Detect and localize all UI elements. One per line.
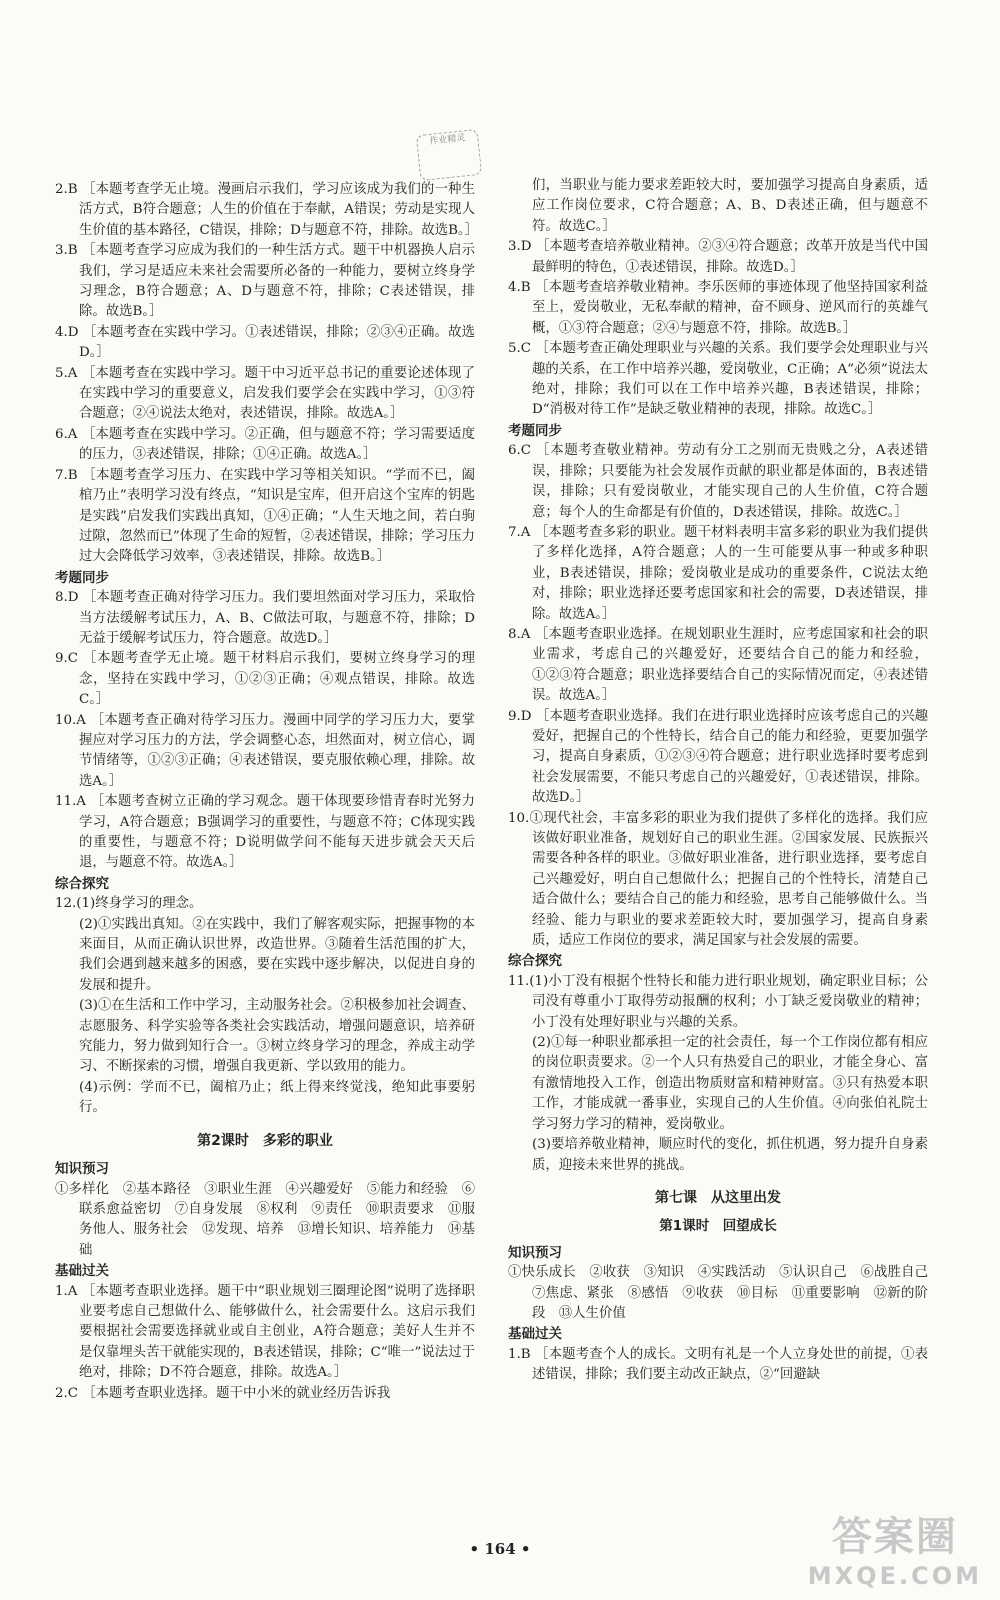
answer-item: 3.B ［本题考查学习应成为我们的一种生活方式。题干中机器换人启示我们，学习是适应未来社会需要所必备的一种能力，要树立终身学习理念，B符合题意；A、D与题意不符，排除；C表述错误，排除。故选B。］ [55, 243, 475, 320]
answer-item: 5.C ［本题考查正确处理职业与兴趣的关系。我们要学会处理职业与兴趣的关系，在工作中培养兴趣，爱岗敬业，C正确；A“必须”说法太绝对，排除；我们可以在工作中培养兴趣，B表述错误，排除；D“消极对待工作”是缺乏敬业精神的表现，排除。故选C。］ [508, 341, 928, 418]
answer-paragraph: (2)①实践出真知。②在实践中，我们了解客观实际，把握事物的本来面目，从而正确认识世界，改造世界。③随着生活范围的扩大，我们会遇到越来越多的困惑，要在实践中逐步解决，以促进自身的发展和提升。 [79, 916, 475, 993]
section-heading: 考题同步 [508, 422, 562, 439]
answer-paragraph: (2)①每一种职业都承担一定的社会责任，每一个工作岗位都有相应的岗位职责要求。②一个人只有热爱自己的职业，才能全身心、富有激情地投入工作，创造出物质财富和精神财富。③只有热爱本职工作，才能成就一番事业，实现自己的人生价值。④向张伯礼院士学习努力学习的精神，爱岗敬业。 [532, 1035, 928, 1132]
answer-item: 8.A ［本题考查职业选择。在规划职业生涯时，应考虑国家和社会的职业需求，考虑自己的兴趣爱好，还要结合自己的能力和经验，①②③符合题意；职业选择要结合自己的实际情况而定，④表述错误。故选A。］ [508, 626, 928, 704]
section-heading: 综合探究 [508, 953, 562, 970]
answer-item: 4.D ［本题考查在实践中学习。①表述错误，排除；②③④正确。故选D。］ [55, 324, 475, 361]
right-column [508, 176, 942, 1386]
section-heading: 基础过关 [55, 1263, 109, 1280]
watermark-en: MXQE.COM [807, 1562, 982, 1590]
answer-item: 11.(1)小丁没有根据个性特长和能力进行职业规划，确定职业目标；公司没有尊重小丁取得劳动报酬的权利；小丁缺乏爱岗敬业的精神；小丁没有处理好职业与兴趣的关系。 [508, 973, 928, 1030]
page-number: • 164 • [469, 1540, 531, 1558]
answer-item: 4.B ［本题考查培养敬业精神。李乐医师的事迹体现了他坚持国家利益至上，爱岗敬业，无私奉献的精神，奋不顾身、逆风而行的英雄气概，①③符合题意；②④与题意不符，排除。故选B。］ [508, 280, 928, 336]
answer-item: 2.C ［本题考查职业选择。题干中小米的就业经历告诉我 [55, 1385, 391, 1401]
section-heading: 知识预习 [55, 1161, 109, 1178]
answer-paragraph: (4)示例：学而不已，阖棺乃止；纸上得来终觉浅，绝知此事要躬行。 [79, 1079, 475, 1116]
answer-item: 12.(1)终身学习的理念。 [55, 896, 203, 912]
left-column [55, 180, 479, 1404]
answer-item: 1.A ［本题考查职业选择。题干中“职业规划三圈理论图”说明了选择职业要考虑自己想做什么、能够做什么，社会需要什么。这启示我们要根据社会需要选择就业或自主创业，A符合题意；美好人生并不是仅靠埋头苦干就能实现的，B表述错误，排除；C“唯一”说法过于绝对，排除；D不符合题意，排除。故选A。］ [55, 1283, 475, 1381]
answer-item: ①快乐成长 ②收获 ③知识 ④实践活动 ⑤认识自己 ⑥战胜自己 ⑦焦虑、紧张 ⑧感悟 ⑨收获 ⑩目标 ⑪重要影响 ⑫新的阶段 ⑬人生价值 [508, 1265, 942, 1321]
answer-item: 8.D ［本题考查正确对待学习压力。我们要坦然面对学习压力，采取恰当方法缓解考试压力，A、B、C做法可取，与题意不符，排除；D无益于缓解考试压力，符合题意。故选D。］ [55, 590, 475, 646]
section-heading: 考题同步 [55, 569, 109, 586]
watermark-cn: 答案圈 [831, 1514, 958, 1560]
lesson-subtitle: 第1课时 回望成长 [659, 1218, 777, 1235]
answer-item: 10.A ［本题考查正确对待学习压力。漫画中同学的学习压力大，要掌握应对学习压力的方法，学会调整心态，坦然面对，树立信心，调节情绪等，①②③正确；④表述错误，要克服依赖心理，排除。故选A。］ [55, 712, 475, 789]
lesson-title: 第2课时 多彩的职业 [197, 1132, 333, 1149]
answer-item: 3.D ［本题考查培养敬业精神。②③④符合题意；改革开放是当代中国最鲜明的特色，①表述错误，排除。故选D。］ [508, 239, 928, 275]
answer-item: 9.D ［本题考查职业选择。我们在进行职业选择时应该考虑自己的兴趣爱好，把握自己的个性特长，结合自己的能力和经验，更要加强学习，提高自身素质，①②③④符合题意；进行职业选择时要考虑到社会发展需要，不能只考虑自己的兴趣爱好，①表述错误，排除。故选D。］ [508, 708, 928, 806]
answer-item: 6.C ［本题考查敬业精神。劳动有分工之别而无贵贱之分，A表述错误，排除；只要能为社会发展作贡献的职业都是体面的，B表述错误，排除；只有爱岗敬业，才能实现自己的人生价值，C符合题意；每个人的生命都是有价值的，D表述错误，排除。故选C。］ [508, 443, 928, 520]
answer-item: 2.B ［本题考查学无止境。漫画启示我们，学习应该成为我们的一种生活方式，B符合题意；人生的价值在于奉献，A错误；劳动是实现人生价值的基本路径，C错误，排除；D与题意不符，排除。故选B。］ [55, 182, 479, 238]
answer-item: ①多样化 ②基本路径 ③职业生涯 ④兴趣爱好 ⑤能力和经验 ⑥联系愈益密切 ⑦自身发展 ⑧权利 ⑨责任 ⑩职责要求 ⑪服务他人、服务社会 ⑫发现、培养 ⑬增长知识、培养能力 ⑭基础 [55, 1181, 475, 1258]
section-heading: 综合探究 [55, 875, 109, 892]
answer-item: 7.A ［本题考查多彩的职业。题干材料表明丰富多彩的职业为我们提供了多样化选择，A符合题意；人的一生可能要从事一种或多种职业，B表述错误，排除；爱岗敬业是成功的重要条件，C说法太绝对，排除；职业选择还要考虑国家和社会的需要，D表述错误，排除。故选A。］ [508, 524, 928, 622]
section-heading: 知识预习 [508, 1244, 562, 1261]
answer-item: 9.C ［本题考查学无止境。题干材料启示我们，要树立终身学习的理念，坚持在实践中学习，①②③正确；④观点错误，排除。故选C。］ [55, 651, 475, 708]
answer-item: 1.B ［本题考查个人的成长。文明有礼是一个人立身处世的前提，①表述错误，排除；我们要主动改正缺点，②“回避缺 [508, 1346, 928, 1383]
answer-paragraph: 们，当职业与能力要求差距较大时，要加强学习提高自身素质，适应工作岗位要求，C符合题意；A、B、D表述正确，但与题意不符。故选C。］ [532, 178, 928, 234]
answer-item: 11.A ［本题考查树立正确的学习观念。题干体现要珍惜青春时光努力学习，A符合题意；B强调学习的重要性，与题意不符；C体现实践的重要性，与题意不符；D说明做学问不能每天进步就会天天后退，与题意不符。故选A。］ [55, 794, 475, 871]
answer-item: 7.B ［本题考查学习压力、在实践中学习等相关知识。“学而不已，阖棺乃止”表明学习没有终点，“知识是宝库，但开启这个宝库的钥匙是实践”启发我们实践出真知，①④正确；“人生天地之间，若白驹过隙，忽然而已”体现了生命的短暂，②表述错误，排除；学习压力过大会降低学习效率，③表述错误，排除。故选B。］ [55, 467, 475, 565]
answer-item: 10.①现代社会，丰富多彩的职业为我们提供了多样化的选择。我们应该做好职业准备，规划好自己的职业生涯。②国家发展、民族振兴需要各种各样的职业。③做好职业准备，进行职业选择，要考虑自己兴趣爱好，明白自己想做什么；把握自己的个性特长，清楚自己适合做什么；要结合自己的能力和经验，思考自己能够做什么。当经验、能力与职业的要求差距较大时，要加强学习，提高自身素质，适应工作岗位的要求，满足国家与社会发展的需要。 [508, 810, 928, 949]
stamp-text: 作业精灵 [428, 133, 466, 147]
stamp-mark [416, 129, 482, 181]
section-heading: 基础过关 [508, 1326, 562, 1343]
answer-item: 5.A ［本题考查在实践中学习。题干中习近平总书记的重要论述体现了在实践中学习的重要意义，启发我们要学会在实践中学习，①③符合题意；②④说法太绝对，表述错误，排除。故选A。］ [55, 365, 475, 422]
lesson-title: 第七课 从这里出发 [655, 1189, 781, 1206]
answer-paragraph: (3)①在生活和工作中学习，主动服务社会。②积极参加社会调查、志愿服务、科学实验等各类社会实践活动，增强问题意识，培养研究能力，努力做到知行合一。③树立终身学习的理念，养成主动学习、不断探索的习惯，增强自我更新、学以致用的能力。 [79, 998, 475, 1075]
watermark-logo [808, 1505, 982, 1590]
answer-paragraph: (3)要培养敬业精神，顺应时代的变化，抓住机遇，努力提升自身素质，迎接未来世界的挑战。 [532, 1137, 928, 1173]
answer-item: 6.A ［本题考查在实践中学习。②正确，但与题意不符；学习需要适度的压力，③表述错误，排除；①④正确。故选A。］ [55, 426, 475, 463]
